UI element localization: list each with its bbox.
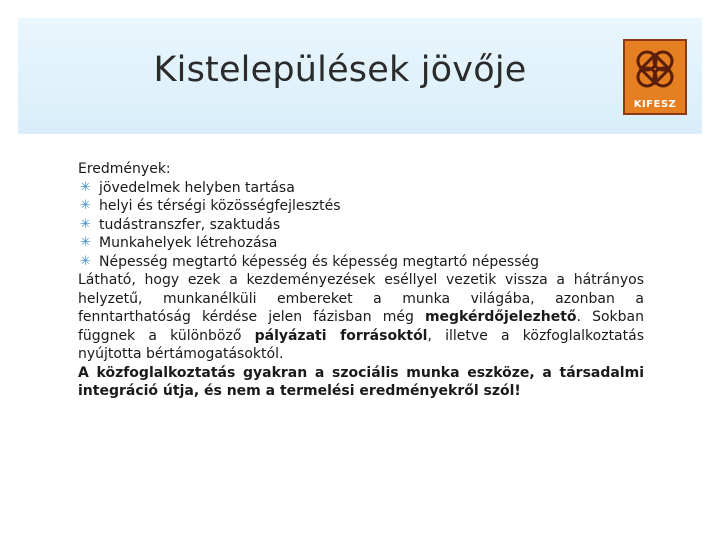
- results-list: [78, 179, 644, 272]
- list-item: ✳ jövedelmek helyben tartása: [80, 179, 295, 196]
- logo-text: KIFESZ: [633, 99, 677, 110]
- body-content: [78, 160, 644, 401]
- bullet-icon: ✳: [80, 198, 91, 213]
- bullet-icon: ✳: [80, 216, 91, 232]
- list-item: ✳ Népesség megtartó képesség és képesség megtartó népesség: [80, 253, 540, 270]
- paragraph-conclusion: A közfoglalkoztatás gyakran a szociális munka eszköze, a társadalmi integráció útja, és nem a termelési eredményekről szól!: [78, 364, 644, 399]
- intro-label: Eredmények:: [78, 161, 171, 177]
- list-item: ✳ helyi és térségi közösségfejlesztés: [80, 198, 341, 214]
- list-item: ✳ Munkahelyek létrehozása: [80, 235, 278, 251]
- paragraph-sustainability: Látható, hogy ezek a kezdeményezések eséllyel vezetik vissza a hátrányos helyzetű, munkanélküli embereket a munka világába, azonban a fenntarthatóság kérdése jelen fázisban még megkérdőjelezhető. Sokban függnek a különböző pályázati forrásoktól, illetve a közfoglalkoztatás nyújtotta bértámogatásoktól.: [78, 272, 644, 362]
- slide-title: Kistelepülések jövője: [153, 50, 527, 90]
- bullet-icon: ✳: [80, 253, 91, 269]
- bullet-icon: ✳: [80, 179, 91, 195]
- celtic-knot-icon: [631, 45, 679, 93]
- list-item: ✳ tudástranszfer, szaktudás: [80, 216, 281, 233]
- kifesz-logo: [623, 39, 687, 115]
- bullet-icon: ✳: [80, 235, 91, 250]
